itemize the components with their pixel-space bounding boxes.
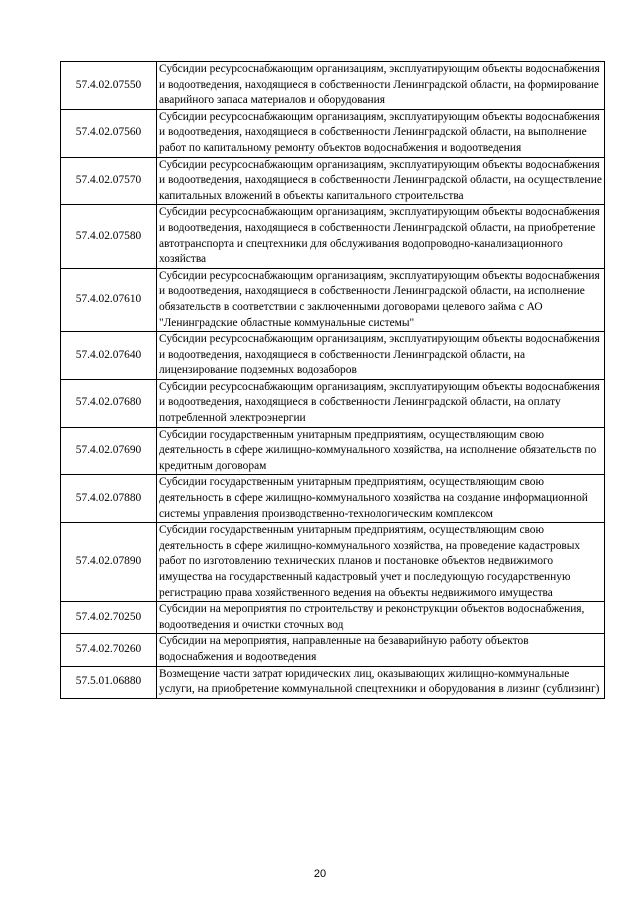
- budget-code-cell: 57.4.02.07880: [61, 475, 157, 523]
- table-row: [61, 379, 605, 427]
- page-number: 20: [313, 868, 327, 880]
- description-cell: Субсидии ресурсоснабжающим организациям, эксплуатирующим объекты водоснабжения и водоотведения, находящиеся в собственности Ленинградской области, на осуществление капитальных вложений в объекты капитального строительства: [157, 157, 605, 205]
- budget-codes-table: [60, 61, 605, 699]
- budget-code-cell: 57.4.02.07640: [61, 332, 157, 380]
- description-cell: Субсидии государственным унитарным предприятиям, осуществляющим свою деятельность в сфере жилищно-коммунального хозяйства на создание информационной системы управления производственно-технологическим комплексом: [157, 475, 605, 523]
- table-row: [61, 475, 605, 523]
- table-row: [61, 666, 605, 698]
- budget-code-cell: 57.5.01.06880: [61, 666, 157, 698]
- description-cell: Субсидии на мероприятия по строительству и реконструкции объектов водоснабжения, водоотведения и очистки сточных вод: [157, 602, 605, 634]
- budget-code-cell: 57.4.02.07610: [61, 268, 157, 331]
- budget-code-cell: 57.4.02.07580: [61, 205, 157, 268]
- budget-code-cell: 57.4.02.07680: [61, 379, 157, 427]
- table-row: [61, 109, 605, 157]
- description-cell: Возмещение части затрат юридических лиц, оказывающих жилищно-коммунальные услуги, на приобретение коммунальной спецтехники и оборудования в лизинг (сублизинг): [157, 666, 605, 698]
- budget-code-cell: 57.4.02.07690: [61, 427, 157, 475]
- budget-code-cell: 57.4.02.70250: [61, 602, 157, 634]
- description-cell: Субсидии ресурсоснабжающим организациям, эксплуатирующим объекты водоснабжения и водоотведения, находящиеся в собственности Ленинградской области, на формирование аварийного запаса материалов и оборудования: [157, 62, 605, 110]
- description-cell: Субсидии государственным унитарным предприятиям, осуществляющим свою деятельность в сфере жилищно-коммунального хозяйства, на проведение кадастровых работ по изготовлению технических планов и постановке объектов недвижимого имущества на государственный кадастровый учет и последующую государственную регистрацию права хозяйственного ведения на объекты недвижимого имущества: [157, 523, 605, 602]
- description-cell: Субсидии ресурсоснабжающим организациям, эксплуатирующим объекты водоснабжения и водоотведения, находящиеся в собственности Ленинградской области, на лицензирование подземных водозаборов: [157, 332, 605, 380]
- description-cell: Субсидии ресурсоснабжающим организациям, эксплуатирующим объекты водоснабжения и водоотведения, находящиеся в собственности Ленинградской области, на выполнение работ по капитальному ремонту объектов водоснабжения и водоотведения: [157, 109, 605, 157]
- table-row: [61, 634, 605, 666]
- description-cell: Субсидии ресурсоснабжающим организациям, эксплуатирующим объекты водоснабжения и водоотведения, находящиеся в собственности Ленинградской области, на приобретение автотранспорта и спецтехники для обслуживания водопроводно-канализационного хозяйства: [157, 205, 605, 268]
- budget-code-cell: 57.4.02.07890: [61, 523, 157, 602]
- table-row: [61, 523, 605, 602]
- budget-code-cell: 57.4.02.07550: [61, 62, 157, 110]
- table-row: [61, 157, 605, 205]
- budget-code-cell: 57.4.02.07560: [61, 109, 157, 157]
- description-cell: Субсидии ресурсоснабжающим организациям, эксплуатирующим объекты водоснабжения и водоотведения, находящиеся в собственности Ленинградской области, на исполнение обязательств в соответствии с заключенными договорами целевого займа с АО "Ленинградские областные коммунальные системы": [157, 268, 605, 331]
- table-row: [61, 205, 605, 268]
- budget-code-cell: 57.4.02.07570: [61, 157, 157, 205]
- description-cell: Субсидии ресурсоснабжающим организациям, эксплуатирующим объекты водоснабжения и водоотведения, находящиеся в собственности Ленинградской области, на оплату потребленной электроэнергии: [157, 379, 605, 427]
- table-row: [61, 268, 605, 331]
- budget-code-cell: 57.4.02.70260: [61, 634, 157, 666]
- description-cell: Субсидии на мероприятия, направленные на безаварийную работу объектов водоснабжения и водоотведения: [157, 634, 605, 666]
- table-row: [61, 602, 605, 634]
- table-row: [61, 62, 605, 110]
- table-row: [61, 332, 605, 380]
- table-row: [61, 427, 605, 475]
- description-cell: Субсидии государственным унитарным предприятиям, осуществляющим свою деятельность в сфере жилищно-коммунального хозяйства, на исполнение обязательств по кредитным договорам: [157, 427, 605, 475]
